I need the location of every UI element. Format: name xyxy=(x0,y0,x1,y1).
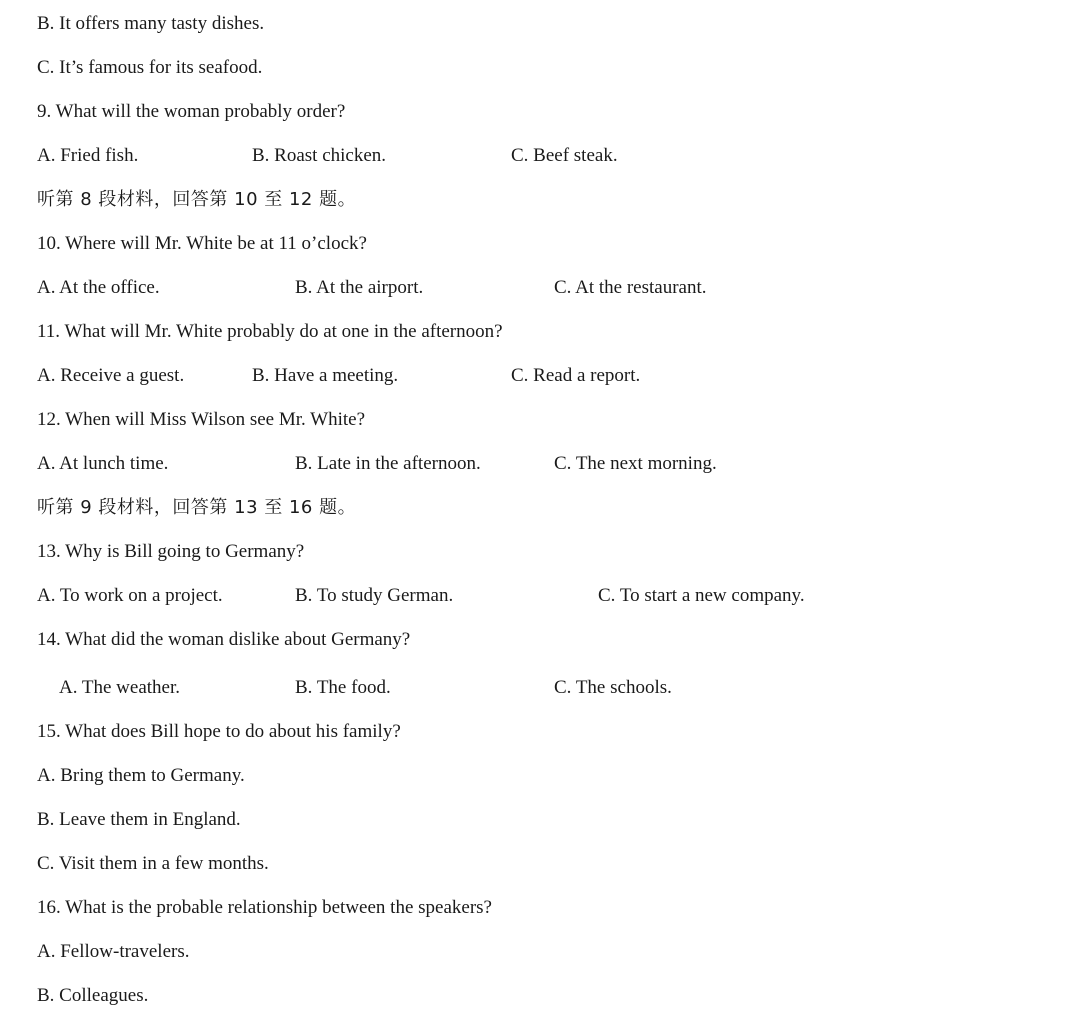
question-16: 16. What is the probable relationship between the speakers? xyxy=(37,897,492,918)
option-9a: A. Fried fish. xyxy=(37,145,139,166)
option-16a: A. Fellow-travelers. xyxy=(37,941,190,962)
option-9b: B. Roast chicken. xyxy=(252,145,387,166)
option-16b: B. Colleagues. xyxy=(37,985,149,1006)
section-heading-9: 听第 9 段材料，回答第 13 至 16 题。 xyxy=(37,497,357,518)
option-12b: B. Late in the afternoon. xyxy=(295,453,481,474)
section-heading-8: 听第 8 段材料，回答第 10 至 12 题。 xyxy=(37,189,357,210)
option-15a: A. Bring them to Germany. xyxy=(37,765,245,786)
option-12a: A. At lunch time. xyxy=(37,453,169,474)
option-10a: A. At the office. xyxy=(37,277,160,298)
option-8c: C. It’s famous for its seafood. xyxy=(37,57,263,78)
option-13b: B. To study German. xyxy=(295,585,454,606)
option-13c: C. To start a new company. xyxy=(598,585,805,606)
option-12c: C. The next morning. xyxy=(554,453,717,474)
option-11c: C. Read a report. xyxy=(511,365,641,386)
option-14a: A. The weather. xyxy=(59,677,180,698)
option-10b: B. At the airport. xyxy=(295,277,424,298)
question-11: 11. What will Mr. White probably do at one in the afternoon? xyxy=(37,321,503,342)
question-10: 10. Where will Mr. White be at 11 o’clock? xyxy=(37,233,367,254)
option-11b: B. Have a meeting. xyxy=(252,365,399,386)
option-15b: B. Leave them in England. xyxy=(37,809,241,830)
option-13a: A. To work on a project. xyxy=(37,585,223,606)
option-11a: A. Receive a guest. xyxy=(37,365,185,386)
option-8b: B. It offers many tasty dishes. xyxy=(37,13,265,34)
option-10c: C. At the restaurant. xyxy=(554,277,707,298)
option-9c: C. Beef steak. xyxy=(511,145,618,166)
option-15c: C. Visit them in a few months. xyxy=(37,853,269,874)
question-12: 12. When will Miss Wilson see Mr. White? xyxy=(37,409,366,430)
option-14b: B. The food. xyxy=(295,677,391,698)
question-13: 13. Why is Bill going to Germany? xyxy=(37,541,305,562)
question-14: 14. What did the woman dislike about Germany? xyxy=(37,629,411,650)
question-9: 9. What will the woman probably order? xyxy=(37,101,346,122)
question-15: 15. What does Bill hope to do about his family? xyxy=(37,721,401,742)
option-14c: C. The schools. xyxy=(554,677,672,698)
